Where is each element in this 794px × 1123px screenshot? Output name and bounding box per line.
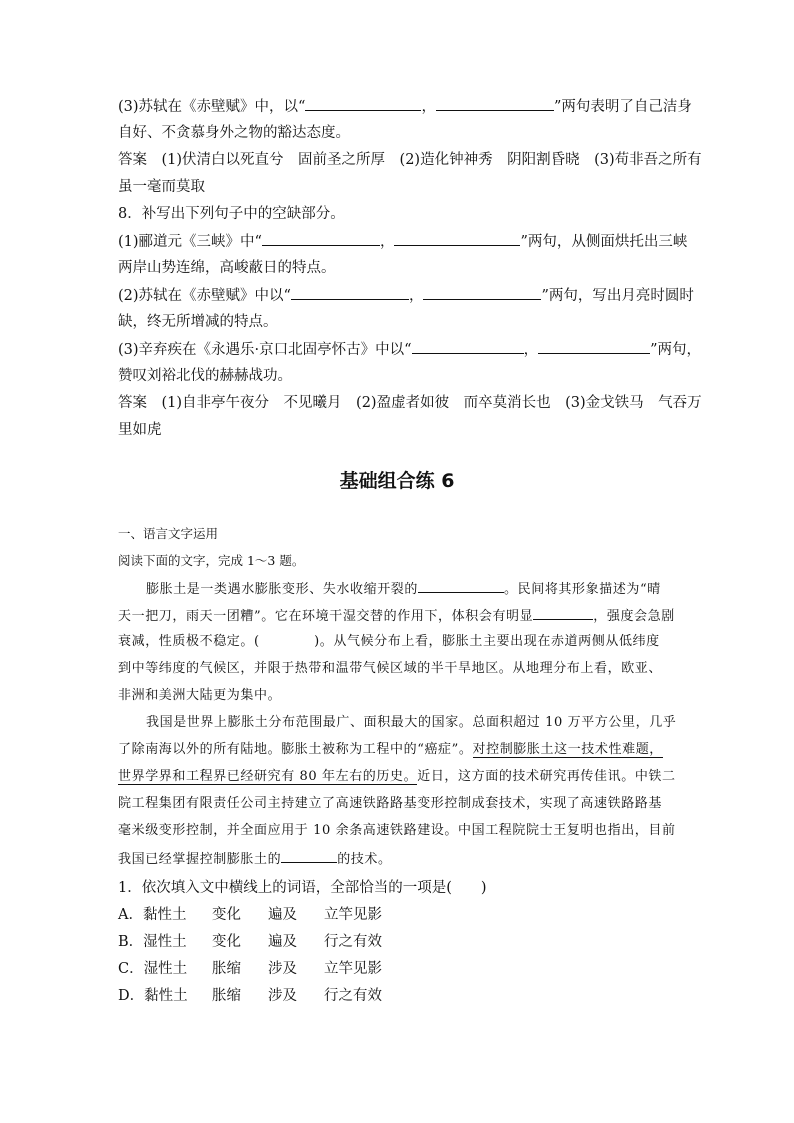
q8-s3-b: ， [523, 342, 539, 358]
q1-stem: 1．依次填入文中横线上的词语，全部恰当的一项是( ) [118, 880, 487, 896]
passage-line [118, 740, 678, 760]
fill-blank [538, 339, 650, 354]
q1-option-a[interactable] [118, 905, 678, 925]
option-word: 涉及 [268, 988, 297, 1004]
passage-text: 膨胀土是一类遇水膨胀变形、失水收缩开裂的 [146, 582, 419, 597]
fill-blank [262, 231, 380, 246]
q3-line-1 [118, 96, 692, 117]
passage-line: 非洲和美洲大陆更为集中。 [118, 688, 282, 703]
answer7-line-1: 答案 (1)伏清白以死直兮 固前圣之所厚 (2)造化钟神秀 阴阳割昏晓 (3)苟非吾之所有 [118, 152, 702, 168]
q8-s2-b: ， [408, 288, 424, 304]
answer8-line-1: 答案 (1)自非亭午夜分 不见曦月 (2)盈虚者如彼 而卒莫消长也 (3)金戈铁马 气吞万 [118, 395, 702, 411]
part1-heading: 一、语言文字运用 [118, 526, 219, 541]
option-word: 立竿见影 [324, 961, 382, 977]
q3-text-b: ， [421, 99, 436, 115]
q8-item-2 [118, 285, 694, 306]
q8-item-1 [118, 231, 688, 252]
q1-option-d[interactable] [118, 986, 678, 1006]
part1-instruction: 阅读下面的文字，完成 1～3 题。 [118, 553, 305, 568]
option-word: 遍及 [268, 934, 297, 950]
q8-s3-c: ”两句， [650, 342, 701, 358]
option-word: 立竿见影 [324, 907, 382, 923]
fill-blank [418, 578, 504, 593]
fill-blank [394, 231, 520, 246]
q3-text-a: (3)苏轼在《赤壁赋》中，以“ [118, 99, 306, 115]
fill-blank [533, 605, 593, 620]
q8-s3-a: (3)辛弃疾在《永遇乐·京口北固亭怀古》中以“ [118, 342, 412, 358]
passage-line: 衰减，性质极不稳定。( )。从气候分布上看，膨胀土主要出现在赤道两侧从低纬度 [118, 634, 660, 649]
q8-s1-c: ”两句，从侧面烘托出三峡 [520, 234, 688, 250]
passage-line: 院工程集团有限责任公司主持建立了高速铁路路基变形控制成套技术，实现了高速铁路路基 [118, 796, 663, 811]
answer7-line-2: 虽一毫而莫取 [118, 179, 205, 195]
q8-s1-a: (1)郦道元《三峡》中“ [118, 234, 262, 250]
fill-blank [305, 96, 421, 111]
answer8-line-2: 里如虎 [118, 422, 162, 438]
option-word: 变化 [212, 907, 241, 923]
q8-s2-a: (2)苏轼在《赤壁赋》中以“ [118, 288, 291, 304]
option-word: 胀缩 [212, 988, 241, 1004]
fill-blank [281, 848, 337, 863]
q8-item-2-cont: 缺，终无所增减的特点。 [118, 314, 278, 330]
option-word: 涉及 [268, 961, 297, 977]
passage-line: 到中等纬度的气候区，并限于热带和温带气候区域的半干旱地区。从地理分布上看，欧亚、 [118, 661, 663, 676]
underlined-sentence: 对控制膨胀土这一技术性难题， [472, 742, 663, 757]
q8-stem: 8．补写出下列句子中的空缺部分。 [118, 206, 345, 222]
underlined-sentence: 世界学界和工程界已经研究有 80 年左右的历史。 [118, 769, 418, 784]
q8-item-3-cont: 赞叹刘裕北伐的赫赫战功。 [118, 368, 292, 384]
passage-text: 我国已经掌握控制膨胀土的 [118, 852, 282, 867]
passage-line [118, 767, 678, 787]
section-title: 基础组合练 6 [339, 470, 455, 492]
option-word: 变化 [212, 934, 241, 950]
passage-text: ，强度会急剧 [593, 609, 675, 624]
fill-blank [291, 285, 409, 300]
fill-blank [423, 285, 541, 300]
fill-blank [412, 339, 524, 354]
q8-s1-b: ， [379, 234, 395, 250]
passage-line: 我国是世界上膨胀土分布范围最广、面积最大的国家。总面积超过 10 万平方公里，几乎 [146, 715, 677, 730]
option-word: C．湿性土 [118, 961, 188, 977]
option-word: D．黏性土 [118, 988, 188, 1004]
option-word: 行之有效 [324, 988, 382, 1004]
passage-text: 天一把刀，雨天一团糟”。它在环境干湿交替的作用下，体积会有明显 [118, 609, 534, 624]
option-word: 行之有效 [324, 934, 382, 950]
q8-s2-c: ”两句，写出月亮时圆时 [541, 288, 694, 304]
q8-item-1-cont: 两岸山势连绵，高峻蔽日的特点。 [118, 260, 336, 276]
q3-text-c: ”两句表明了自己洁身 [553, 99, 692, 115]
passage-text: 。民间将其形象描述为“晴 [504, 582, 661, 597]
passage-line [118, 848, 678, 870]
passage-line [118, 578, 706, 600]
q1-option-c[interactable] [118, 959, 678, 979]
passage-line [118, 605, 678, 627]
passage-text: 了除南海以外的所有陆地。膨胀土被称为工程中的“癌症”。 [118, 742, 473, 757]
option-word: 胀缩 [212, 961, 241, 977]
passage-line: 毫米级变形控制，并全面应用于 10 余条高速铁路建设。中国工程院院士王复明也指出，目前 [118, 823, 676, 838]
fill-blank [436, 96, 554, 111]
passage-text: 近日，这方面的技术研究再传佳讯。中铁二 [417, 769, 676, 784]
q1-option-b[interactable] [118, 932, 678, 952]
option-word: B．湿性土 [118, 934, 187, 950]
passage-text: 的技术。 [337, 852, 392, 867]
option-word: 遍及 [268, 907, 297, 923]
q3-line-2: 自好、不贪慕身外之物的豁达态度。 [118, 125, 350, 141]
option-word: A．黏性土 [118, 907, 187, 923]
q8-item-3 [118, 339, 701, 360]
